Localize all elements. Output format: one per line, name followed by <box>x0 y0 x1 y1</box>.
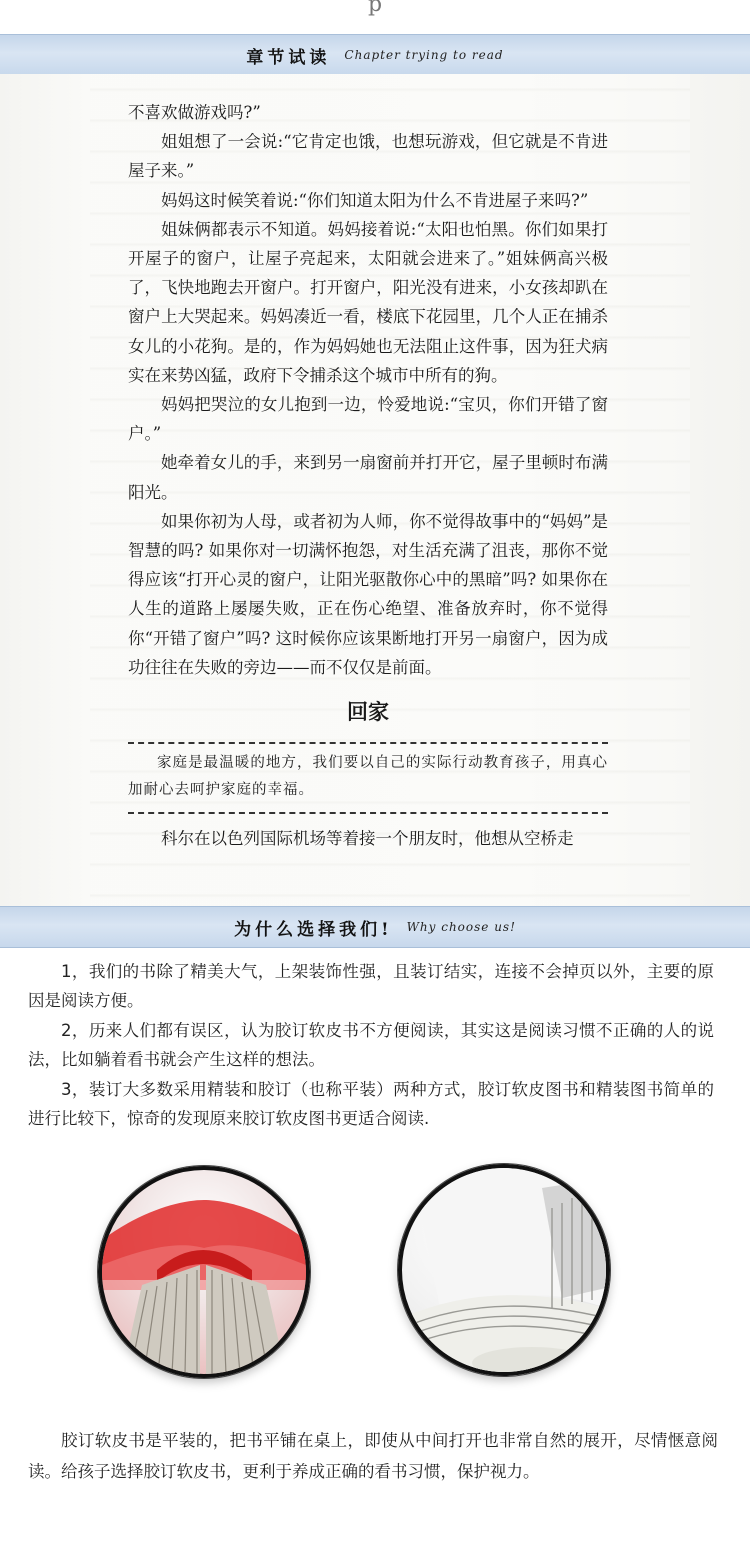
reason-item: 2，历来人们都有误区，认为胶订软皮书不方便阅读，其实这是阅读习惯不正确的人的说法，比如躺着看书就会产生这样的想法。 <box>28 1021 714 1069</box>
excerpt-text <box>128 98 608 853</box>
story-title: 回家 <box>347 699 389 725</box>
hardcover-book-illustration <box>102 1170 306 1374</box>
banner-title-cn: 为什么选择我们! <box>234 919 393 940</box>
reasons-list <box>28 958 714 1135</box>
excerpt-paragraph: 科尔在以色列国际机场等着接一个朋友时，他想从空桥走 <box>161 829 574 849</box>
excerpt-paragraph: 妈妈这时候笑着说:“你们知道太阳为什么不肯进屋子来吗?” <box>161 190 589 210</box>
paperback-book-illustration <box>402 1168 606 1372</box>
binding-caption <box>28 1425 718 1487</box>
excerpt-paragraph: 妈妈把哭泣的女儿抱到一边，怜爱地说:“宝贝，你们开错了窗户。” <box>128 395 608 444</box>
excerpt-paragraph: 如果你初为人母，或者初为人师，你不觉得故事中的“妈妈”是智慧的吗? 如果你对一切满怀抱怨，对生活充满了沮丧，那你不觉得应该“打开心灵的窗户，让阳光驱散你心中的黑暗”吗? 如果你在人生的道路上屡屡失败，正在伤心绝望、准备放弃时，你不觉得你“开错了窗户”吗? 这时候你应该果断地打开另一扇窗户，因为成功往往在失败的旁边——而不仅仅是前面。 <box>128 511 608 677</box>
excerpt-paragraph: 她牵着女儿的手，来到另一扇窗前并打开它，屋子里顿时布满阳光。 <box>128 453 608 502</box>
reason-item: 3，装订大多数采用精装和胶订（也称平装）两种方式，胶订软皮图书和精装图书简单的进行比较下，惊奇的发现原来胶订软皮图书更适合阅读. <box>28 1080 714 1128</box>
page-top-mark: p <box>367 0 383 17</box>
excerpt-paragraph: 姐妹俩都表示不知道。妈妈接着说:“太阳也怕黑。你们如果打开屋子的窗户，让屋子亮起来，太阳就会进来了。”姐妹俩高兴极了，飞快地跑去开窗户。打开窗户，阳光没有进来，小女孩却趴在窗户上大哭起来。妈妈凑近一看，楼底下花园里，几个人正在捕杀女儿的小花狗。是的，作为妈妈她也无法阻止这件事，因为狂犬病实在来势凶猛，政府下令捕杀这个城市中所有的狗。 <box>128 219 608 385</box>
excerpt-paragraph: 姐姐想了一会说:“它肯定也饿，也想玩游戏，但它就是不肯进屋子来。” <box>128 132 608 181</box>
caption-text: 胶订软皮书是平装的，把书平铺在桌上，即使从中间打开也非常自然的展开，尽情惬意阅读。给孩子选择胶订软皮书，更利于养成正确的看书习惯，保护视力。 <box>28 1431 718 1481</box>
story-summary: 家庭是最温暖的地方，我们要以自己的实际行动教育孩子，用真心加耐心去呵护家庭的幸福。 <box>128 755 608 799</box>
hardcover-binding-photo <box>98 1166 310 1378</box>
section-banner-chapter-preview <box>0 34 750 76</box>
banner-title-en: Why choose us! <box>406 920 516 934</box>
banner-title-en: Chapter trying to read <box>344 48 504 62</box>
excerpt-paragraph: 不喜欢做游戏吗?” <box>128 103 261 122</box>
paperback-binding-photo <box>398 1164 610 1376</box>
dashed-divider <box>128 812 608 814</box>
dashed-divider <box>128 742 608 744</box>
banner-title-cn: 章节试读 <box>246 47 331 68</box>
reason-item: 1，我们的书除了精美大气，上架装饰性强，且装订结实，连接不会掉页以外，主要的原因是阅读方便。 <box>28 962 714 1010</box>
scanned-book-page <box>0 74 750 906</box>
section-banner-why-choose <box>0 906 750 948</box>
